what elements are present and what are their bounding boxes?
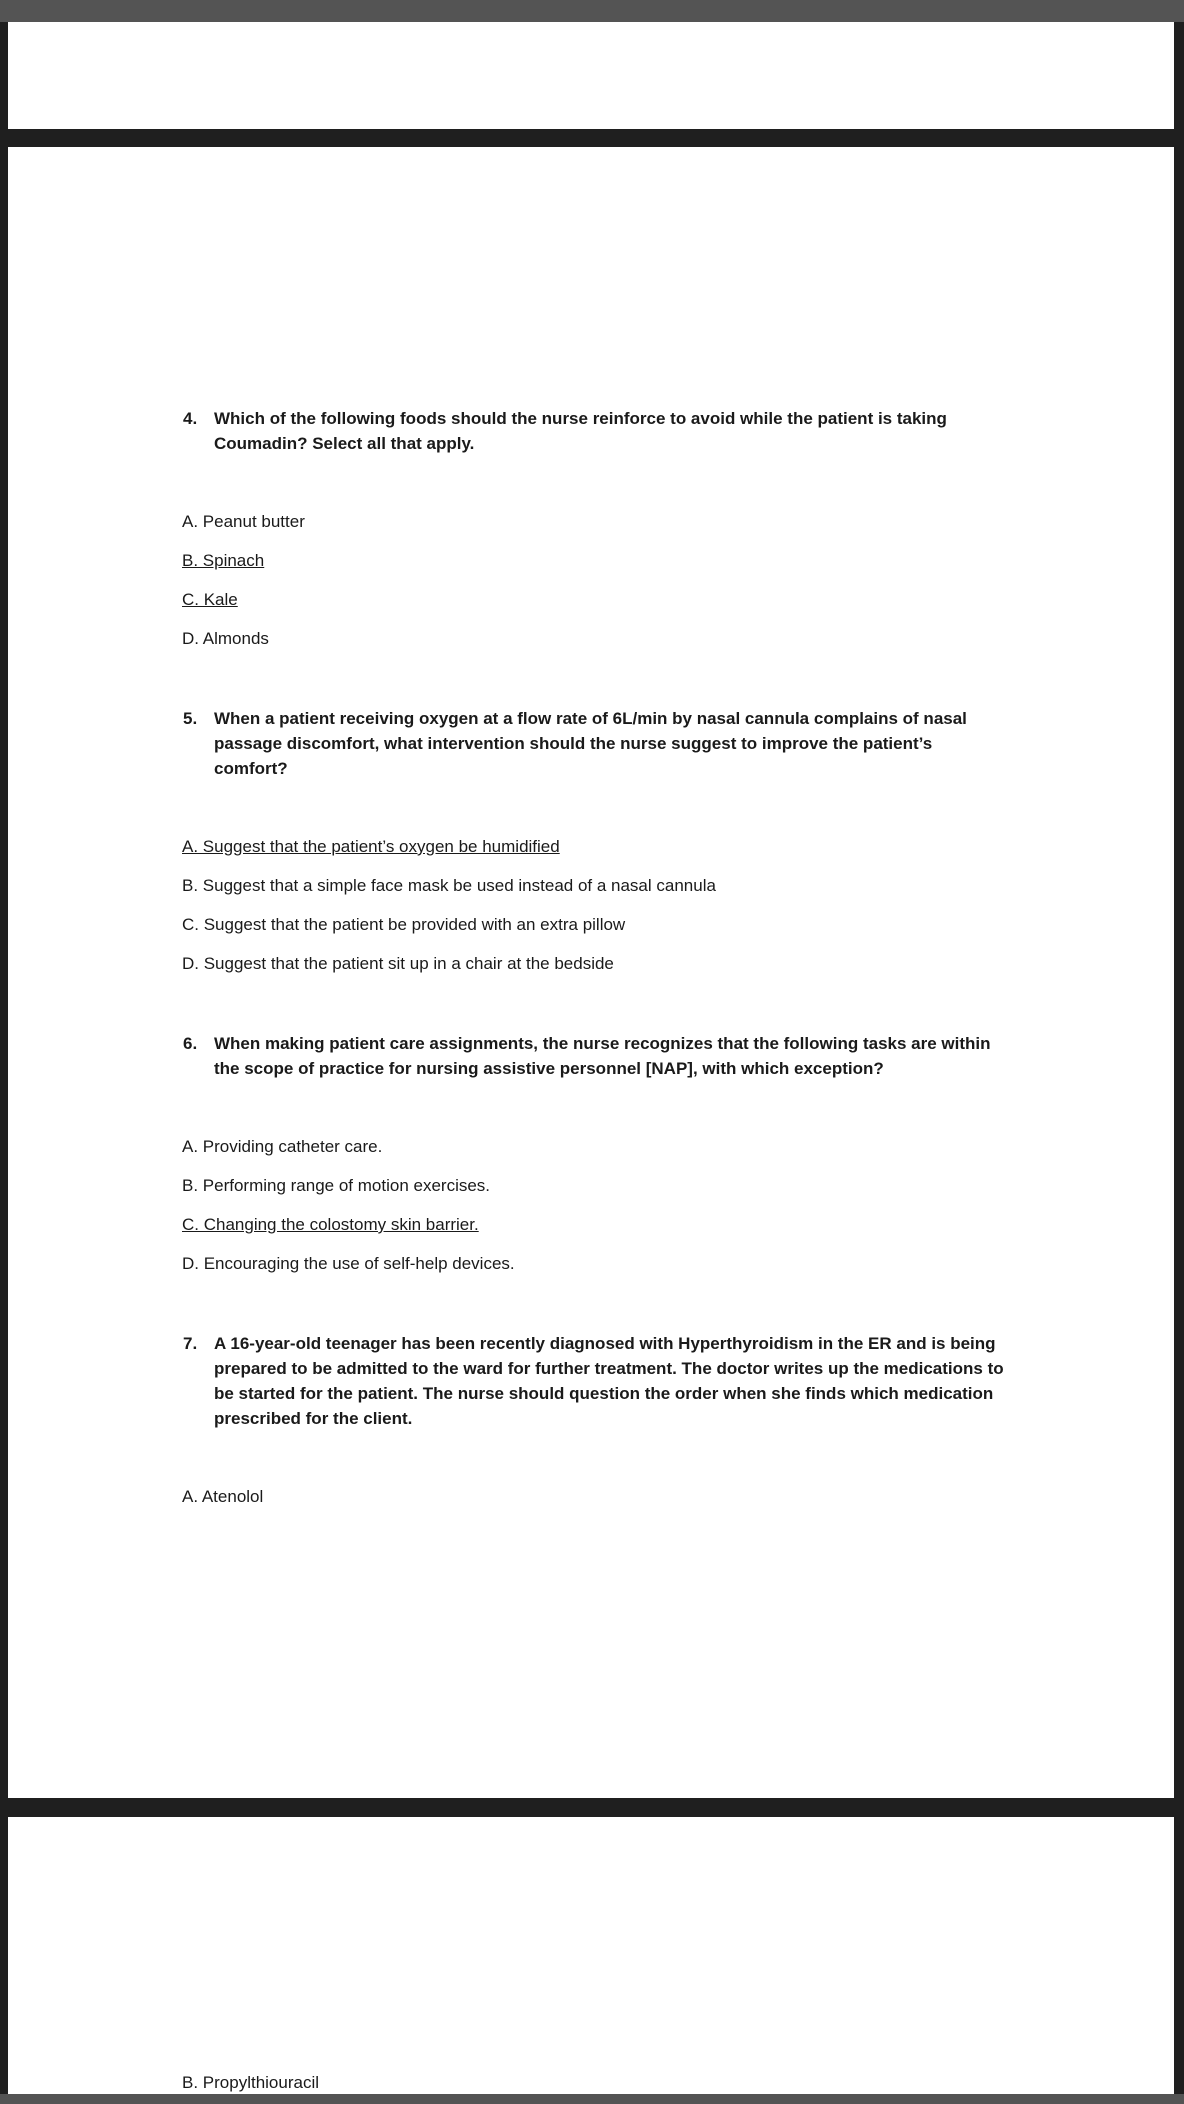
question-number: 4.: [183, 409, 198, 428]
question-text: Which of the following foods should the nurse reinforce to avoid while the patient is taking Coumadin? Select all that apply.: [214, 409, 947, 453]
question-4: [183, 406, 1004, 456]
document-page-next: [8, 1817, 1174, 2094]
option-5d: D. Suggest that the patient sit up in a chair at the bedside: [182, 954, 614, 973]
document-page-current: [8, 147, 1174, 1798]
option-7b: B. Propylthiouracil: [182, 2073, 320, 2092]
option-6a: A. Providing catheter care.: [182, 1137, 383, 1156]
question-text: When a patient receiving oxygen at a flow rate of 6L/min by nasal cannula complains of nasal passage discomfort, what intervention should the nurse suggest to improve the patient’s comfort?: [214, 709, 967, 778]
document-page-previous: [8, 22, 1174, 129]
question-text: A 16-year-old teenager has been recently diagnosed with Hyperthyroidism in the ER and is being prepared to be admitted to the ward for further treatment. The doctor writes up the medications to be started for the patient. The nurse should question the order when she finds which medication prescribed for the client.: [214, 1334, 1004, 1428]
question-number: 6.: [183, 1034, 198, 1053]
question-text: When making patient care assignments, the nurse recognizes that the following tasks are within the scope of practice for nursing assistive personnel [NAP], with which exception?: [214, 1034, 991, 1078]
option-5a-answer: A. Suggest that the patient’s oxygen be humidified: [182, 837, 560, 856]
question-number: 7.: [183, 1334, 198, 1353]
question-5: [183, 706, 1004, 781]
viewer-bottom-bar: [0, 2094, 1184, 2104]
question-6: [183, 1031, 1004, 1081]
option-4a: A. Peanut butter: [182, 512, 305, 531]
option-4d: D. Almonds: [182, 629, 269, 648]
question-7: [183, 1331, 1004, 1431]
option-5c: C. Suggest that the patient be provided with an extra pillow: [182, 915, 626, 934]
option-6d: D. Encouraging the use of self-help devices.: [182, 1254, 515, 1273]
viewer-top-bar: [0, 0, 1184, 22]
option-4b-answer: B. Spinach: [182, 551, 265, 570]
question-number: 5.: [183, 709, 198, 728]
option-6b: B. Performing range of motion exercises.: [182, 1176, 491, 1195]
option-5b: B. Suggest that a simple face mask be used instead of a nasal cannula: [182, 876, 716, 895]
option-6c-answer: C. Changing the colostomy skin barrier.: [182, 1215, 479, 1234]
option-7a: A. Atenolol: [182, 1487, 264, 1506]
option-4c-answer: C. Kale: [182, 590, 238, 609]
